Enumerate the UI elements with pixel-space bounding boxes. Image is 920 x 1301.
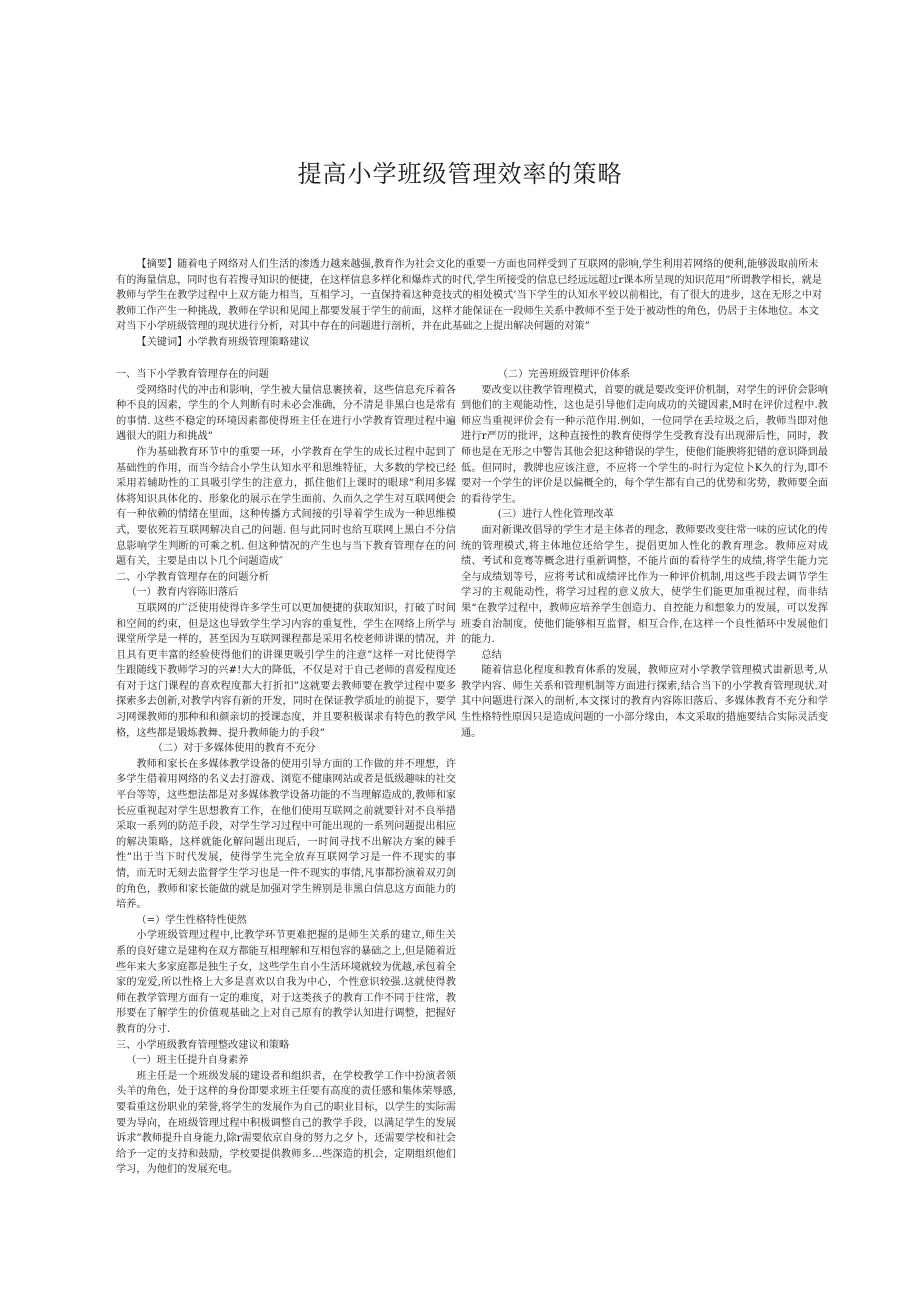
- body-paragraph: 受网络时代的冲击和影响，学生被大量信息裹挟着，这些信息充斥着各种不良的因素，学生的个人判断有时未必会准确，分不清是非黑白也是常有的事情. 这些不稳定的环境因素都使得班主任在进行小学教育管理过程中遍遇很大的阻力和挑战”: [116, 384, 456, 443]
- body-paragraph: 互联网的广泛使用使得许多学生可以更加便捷的获取知识，打破了时间和空间的约束，但是这也导致学生学习内容的重复性，学生在网络上所学与课堂所学是一样的，甚至因为互联网课程都是采用名校老师讲课的情况，并且具有更丰富的经验使得他们的讲课更吸引学生的注意”这样一对比使得学生跟随线下教师学习的兴#!大大的降低，不仅是对于自己老师的喜爱程度还有对于这门课程的喜欢程度都大打折扣”这就要去教师要在教学过程中要多探索多去创新,对教学内容有新的开发，同时在保证教学质址的前提下，要学习网课教师的那种和和颜亲切的授课态度，并且要积极谋求有特色的教学风格，这些都是锻炼教舞、提升教师能力的手段”: [116, 602, 456, 739]
- body-paragraph: 教师和家长在多媒体教学设备的使用引导方面的工作做的并不理想，许多学生借着用网络的名义去打游戏、浏览不健康网站或者是低级趣味的社交平台等等，这些想法都是对多媒体教学设备功能的不当理解造成的,教师和家长应重视起对学生思想教育工作，在他们使用互联网之前就要针对不良举措采取一系列的防范手段，对学生学习过程中可能出现的一系列问题提出相应的解决策略，这样就能化解问题出现后，一时间寻找不出解决方案的棘手性”出于当下时代发展，使得学生完全放弃互联网学习是一件不现实的事情，而无时无刻去监督学生学习也是一件不现实的事情,凡事都扮演着双刃剑的角色，教师和家长能做的就是加强对学生辨别是非黑白信息这方面能力的培养。: [116, 758, 456, 911]
- section-heading: 三、小学班级教育管理整改建议和策略: [116, 1039, 290, 1051]
- keywords: 【关键词】小学教育班级管理策略建议: [136, 337, 310, 348]
- body-paragraph: 作为基础教育环节中的重要一环，小学教育在学生的成长过程中起到了基础性的作用，而当今结合小学生认知水平和思维特征，大多数的学校已经采用若辅助性的工具吸引学生的注意力，抓住他们上课时的眼球”利用多媒体将知识具体化的、形象化的展示在学生面前、久而久之学生对互联网便会有一种依赖的情绪在里面，这种传播方式间接的引导着学生成为一种思维模式，要依死若互联网解决自己的问题. 但与此同时也给互联网上黑白不分信息影响学生判断的可乘之机. 但这种情况的产生也与当下教育管理存在的问题有关，主要是由以卜几个问题造成″: [116, 446, 456, 568]
- section-heading: 一、当下小学教育管理存在的问题: [116, 369, 269, 380]
- body-paragraph: 小学班级管理过程中,比教学环节更难把握的是师生关系的建立,师生关系的良好建立是建构在双方都能互相理解和互相包容的暴础之上,但是随着近些年来大多家庭都是独生子女，这些学生自小生活环境就较为优越,承包着全家的宠爱,所以性格上大多是喜欢以自我为中心，个性意识较强.这就使得教师在教学管理方面有一定的难度，对于这类孩子的教育工作不同于往常，教形要在了解学生的价值观基础之上对自己原有的教学认知进行调整，把握好教育的分寸.: [116, 930, 456, 1035]
- body-paragraph: 班主任是一个班级发展的建设者和组织者，在学校教学工作中扮演者领头羊的角色，处于这样的身份即要求班主任要有高度的责任感和集体荣辱感,要看重这份职业的荣誉,将学生的发展作为自己的职业目标，以学生的实际需要为导向，在班级管理过程中积极调整自己的教学手段，以满足学生的发展诉求”教师提升自身能力,除r需要依京自身的努力之夕卜，还需要学校和社会给予一定的支持和鼓励，学校要提供教师多…些深造的机会，定期组织他们学习，为他们的发展充电。: [116, 1070, 456, 1176]
- body-paragraph: 面对新课改倡导的学生才是主体者的理念，教师要改变往常一味的应试化的传统的管理模式,将主体地位还给学生，提倡更加人性化的教育理念。教师应对成绩、考试和竞骞等概念进行重新调整，不能片面的看待学生的成绩,将学生能力完全与成绩划等号，应将考试和成绩评比作为一种评价机制,用这些手段去调节学生学习的主观能动性，将学习过程的意义放大，使学生们能更加重视过程，而非结果“在教学过程中，教师应培养学生创造力、自控能力和想象力的发展，可以发挥班委自治制度，使他们能够相互监督，相互合作,在这样一个良性循环中发展他们的能力.: [461, 524, 828, 646]
- body-paragraph: 随着信息化程度和教育体系的发展，教师应对小学教学管理模式蚩新思考,从教学内容、师生关系和管理机制等方面进行探索,结合当下的小学教育管理现状.对其中问题进行深入的剖析,本文探讨的教育内容陈旧落后、多媒体教育不充分和学生性格特性原因只是造成问题的一小部分缘由，本文采取的措施要结合实际灵活变通。: [461, 665, 828, 739]
- body-paragraph: 要改变以往教学管理模式，首要的就是要改变评价机制，对学生的评价会影响到他们的主观能动性，这也是引导他们走向成功的关键因素,M时在评价过程中.教师应当重视评价会有一种示范作用.例如，一位同学在丢垃圾之后，教师当即对他进行r严厉的批评，这种直接性的教育使得学生受教育没有出现滞后性，同时，教师也是在无形之中警告其他会犯这种错误的学生，使他们能腴将犯错的意识降到最低。但同时，教牌也应该注意，不应将一个学生的-时行为定位卜K久的行为,即不要对一个学生的评价是以偏概全的，每个学生都有自己的优势和劣势，教师要全面的看待学生。: [461, 384, 828, 505]
- section-heading: 二、小学教育管理存在的问题分析: [116, 571, 269, 583]
- section-heading: 总结: [481, 649, 502, 661]
- section-heading: （二）完善班级管理评价体系: [497, 369, 631, 380]
- right-column: [461, 367, 828, 741]
- paper-title: 提高小学班级管理效率的策略: [297, 160, 623, 188]
- abstract: 【摘要】随着电子网络对人们生活的渗透力越来越强,教育作为社会文化的重要一方面也同样受到了互联网的影响,学生利用若网络的便利,能够汲取前所未有的海量信息，同时也有若搜寻知识的便捷，在这样信息多样化和爆炸式的时代,学生所接受的信息已经远远超过r课本所呈现的知识范用”所谓教学相长，就是教师与学生在教学过程中上双方能力相当，互相学习，一直保持着这种竞技式的相处模式’当下学生的认知水平较以前相比，有了很大的进步，这在无形之中对教师工作产生一种挑战，教师在学识和见闻上都要发展于学生的前面，这样才能保证在一段师生关系中教师不至于处于被动性的角色，仍居于主体地位。本文对当下小学班级管理的现状进行分析，对其中存在的问题进行剖析，并在此基础之上提出解决何题的对策”: [116, 259, 823, 333]
- section-heading: （一）班主任提升自身素养: [126, 1055, 249, 1067]
- left-column: [116, 367, 456, 1178]
- section-heading: （二）对于多媒体使用的教育不充分: [152, 743, 316, 755]
- section-heading: (三）进行人性化管理改革: [497, 509, 614, 521]
- section-heading: （一）教育内容陈旧落后: [126, 587, 239, 599]
- section-heading: （=）学生性格特性使然: [136, 914, 247, 926]
